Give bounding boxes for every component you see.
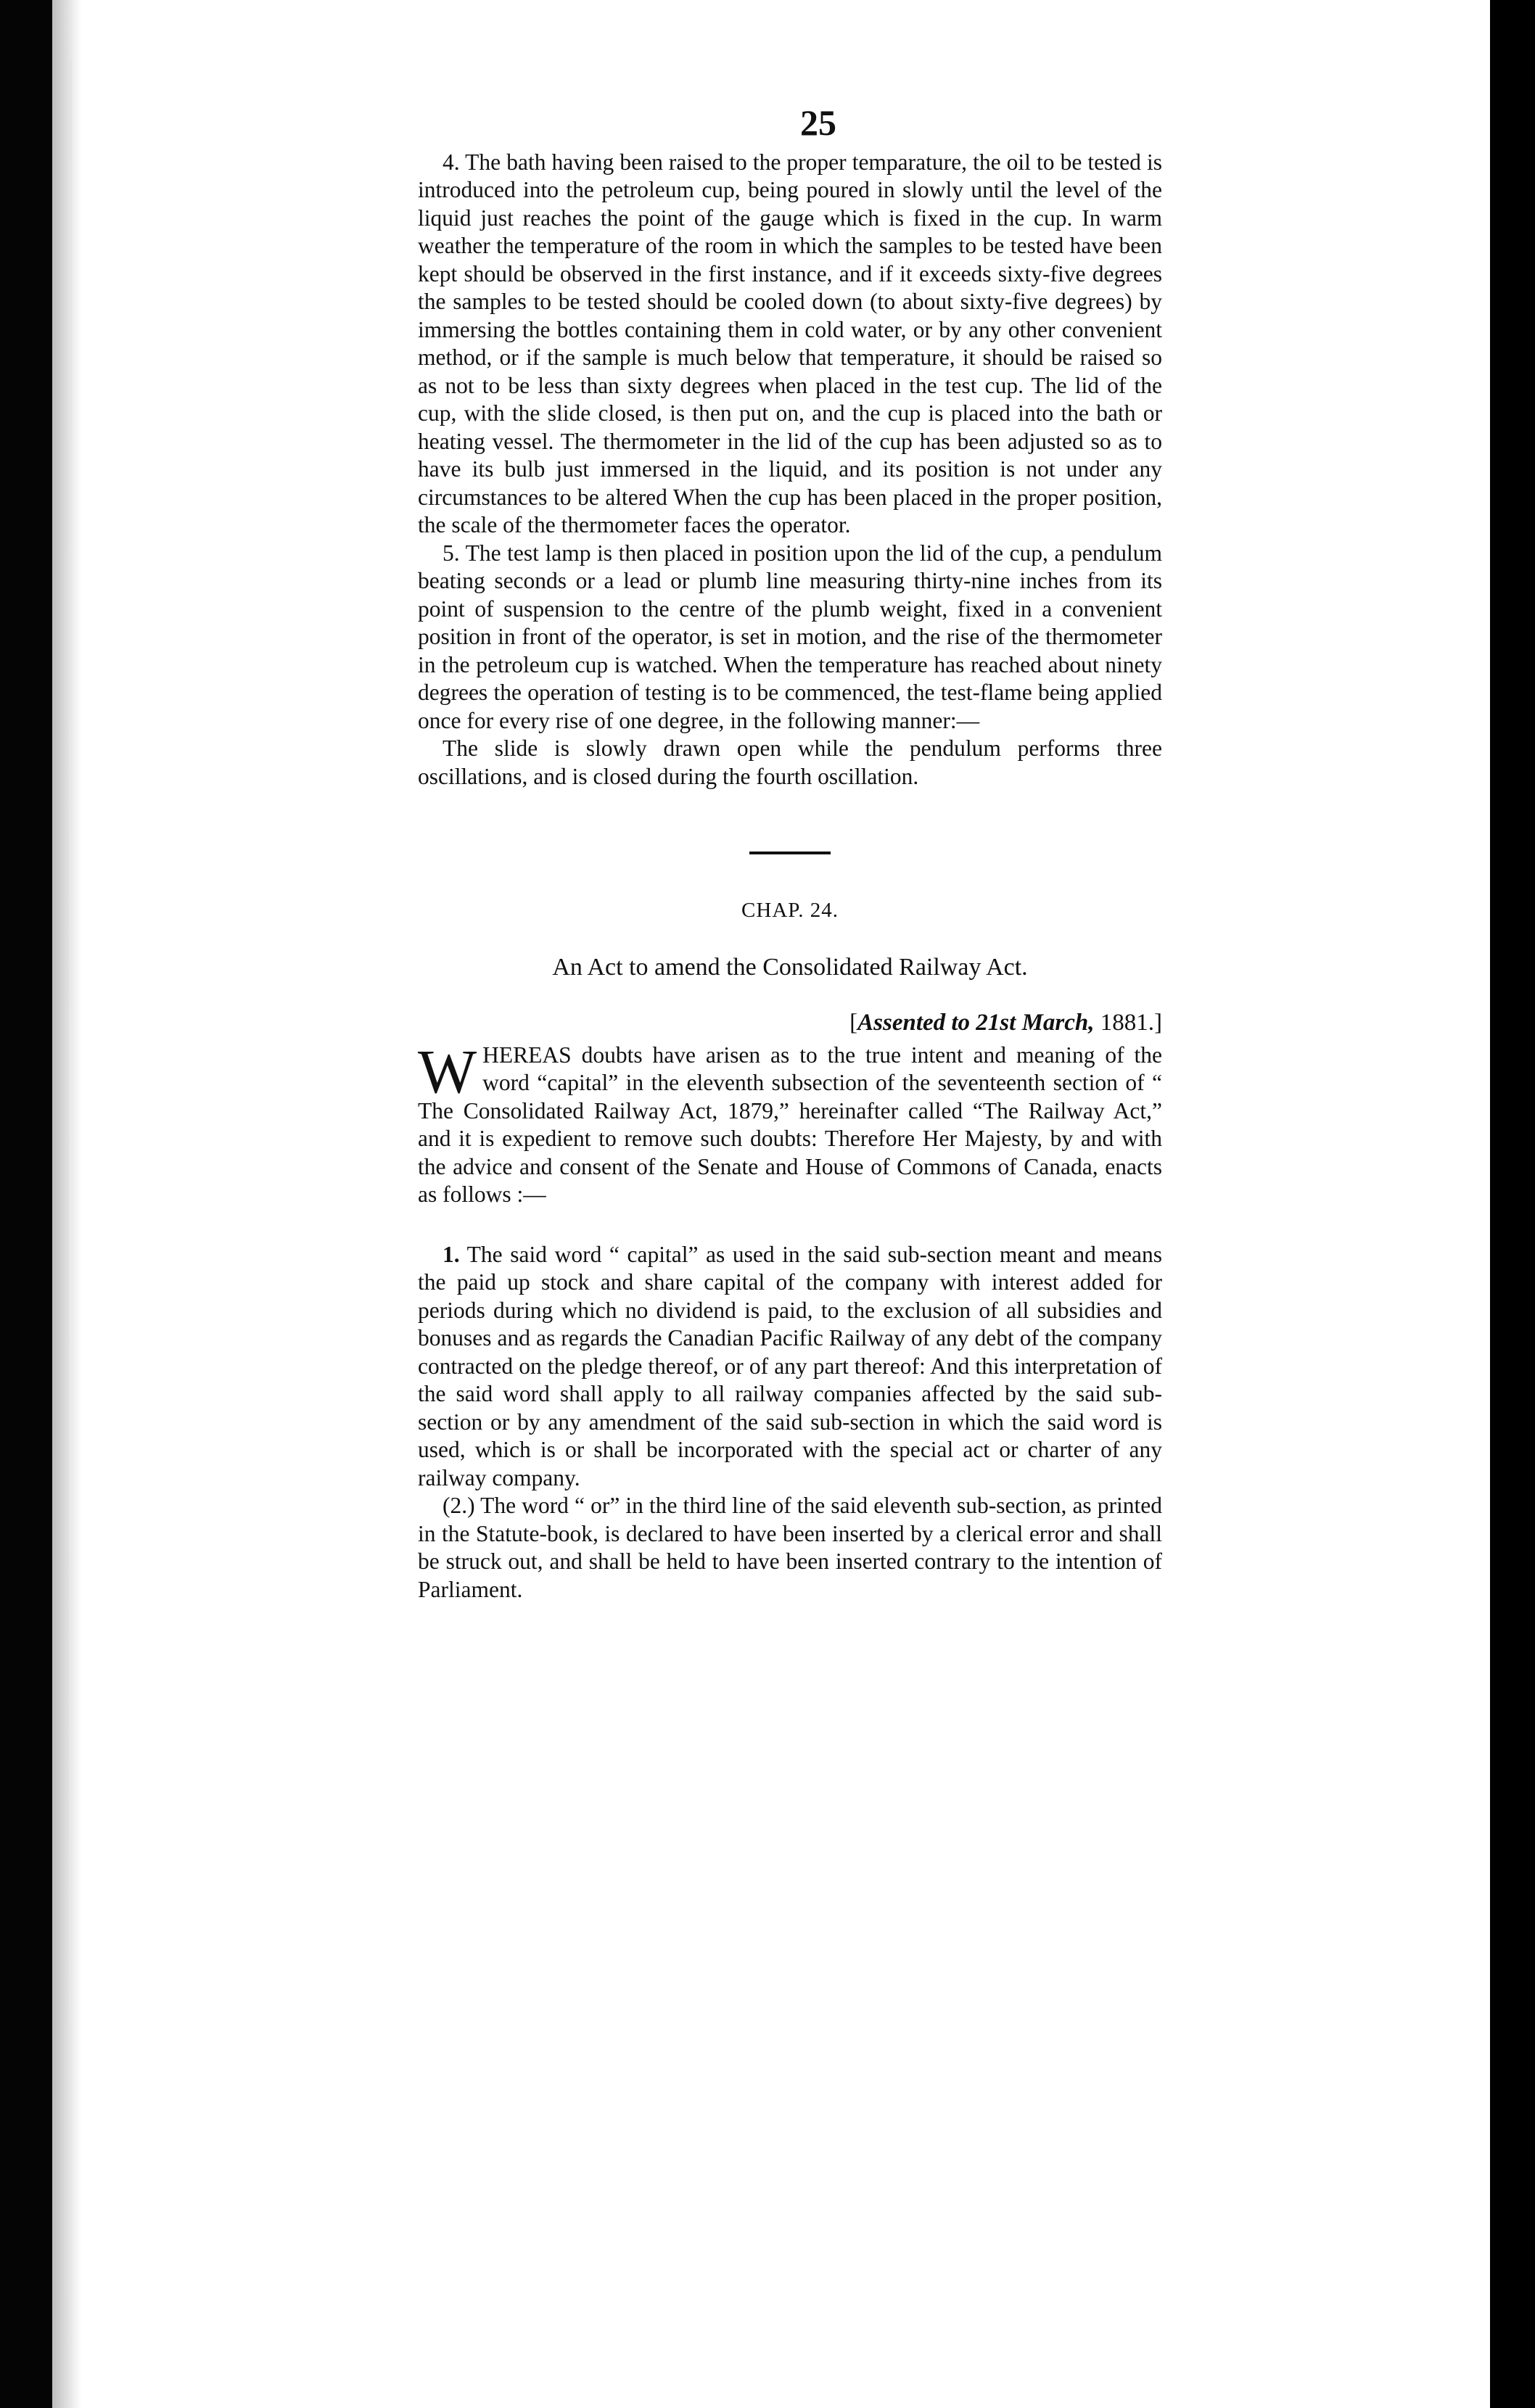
chapter-heading: CHAP. 24. — [741, 899, 839, 922]
document-content — [418, 102, 1162, 1604]
assent-prefix: [ — [849, 1010, 858, 1036]
assent-line — [418, 1009, 1162, 1037]
page-number: 25 — [800, 102, 836, 143]
section-divider — [749, 852, 831, 854]
fold-mark — [70, 58, 72, 2379]
section-1-paragraph — [418, 1241, 1162, 1493]
section-1-text: The said word “ capital” as used in the said sub-section meant and means the paid up stock and share capital of the company with interest added for periods during which no dividend is paid, to the exclusion of all subsidies and bonuses and as regards the Canadian Pacific Railway of any debt of the company contracted on the pledge thereof, or of any part thereof: And this interpretation of the said word shall apply to all railway companies affected by the said sub-section or by any amendment of the said sub-section in which the said word is used, which is or shall be incorporated with the special act or charter of any railway company. — [418, 1241, 1162, 1490]
whereas-paragraph — [418, 1036, 1162, 1209]
whereas-text: HEREAS doubts have arisen as to the true intent and meaning of the word “capital” in the eleventh subsection of the seventeenth section of “ The Consolidated Railway Act, 1879,” hereinafter called “The Railway Act,” and it is expedient to remove such doubts: Therefore Her Majesty, by and with the advice and consent of the Senate and House of Commons of Canada, enacts as follows :— — [418, 1042, 1162, 1207]
drop-cap: W — [418, 1036, 477, 1106]
slide-procedure-paragraph: The slide is slowly drawn open while the pendulum performs three oscillations, and is closed during the fourth oscillation. — [418, 735, 1162, 789]
assent-italic: Assented to 21st March, — [857, 1010, 1095, 1036]
assent-date: 1881.] — [1094, 1010, 1162, 1036]
section-1-number: 1. — [443, 1241, 460, 1267]
section-2-paragraph: (2.) The word “ or” in the third line of the said eleventh sub-section, as printed in the Statute-book, is declared to have been inserted by a clerical error and shall be struck out, and shall be held to have been inserted contrary to the intention of Parliament. — [418, 1493, 1162, 1602]
scan-right-edge — [1490, 0, 1535, 2408]
act-title: An Act to amend the Consolidated Railway Act. — [552, 953, 1028, 981]
section-4-paragraph: 4. The bath having been raised to the proper temparature, the oil to be tested is introduced into the petroleum cup, being poured in slowly until the level of the liquid just reaches the point of the gauge which is fixed in the cup. In warm weather the temperature of the room in which the samples to be tested have been kept should be observed in the first instance, and if it exceeds sixty-five degrees the samples to be tested should be cooled down (to about sixty-five degrees) by immersing the bottles containing them in cold water, or by any other convenient method, or if the sample is much below that temperature, it should be raised so as not to be less than sixty degrees when placed in the test cup. The lid of the cup, with the slide closed, is then put on, and the cup is placed into the bath or heating vessel. The thermometer in the lid of the cup has been adjusted so as to have its bulb just immersed in the liquid, and its position is not under any circumstances to be altered When the cup has been placed in the proper position, the scale of the thermometer faces the operator. — [418, 149, 1162, 537]
page-gutter-shadow — [52, 0, 81, 2408]
section-5-paragraph: 5. The test lamp is then placed in position upon the lid of the cup, a pendulum beating seconds or a lead or plumb line measuring thirty-nine inches from its point of suspension to the centre of the plumb weight, fixed in a convenient position in front of the operator, is set in motion, and the rise of the thermometer in the petroleum cup is watched. When the temperature has reached about ninety degrees the operation of testing is to be commenced, the test-flame being applied once for every rise of one degree, in the following manner:— — [418, 540, 1162, 733]
